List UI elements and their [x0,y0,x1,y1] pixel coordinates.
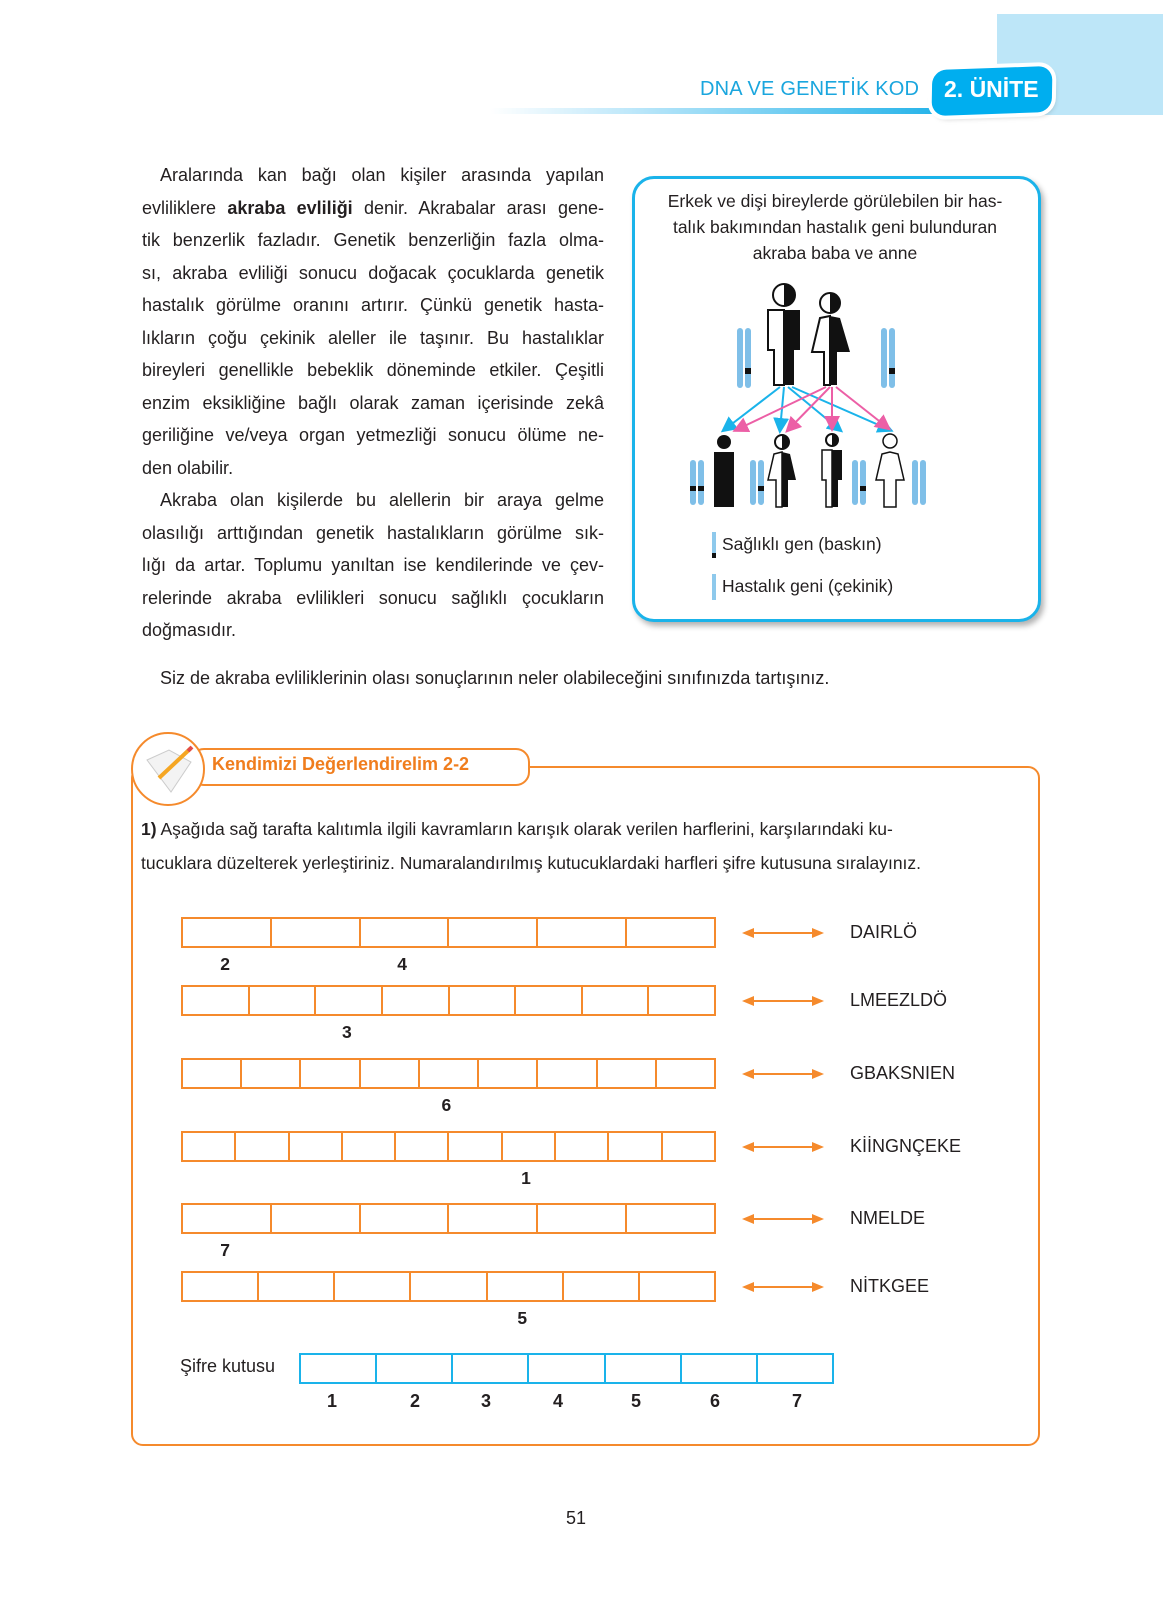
cipher-position-number: 5 [631,1391,642,1411]
letter-box[interactable] [609,1133,662,1160]
cipher-position-number: 1 [327,1391,338,1411]
text-line: enzim eksikliğine bağlı olarak zaman içerisinde zekâ [142,392,604,413]
scrambled-word: LMEEZLDÖ [850,990,948,1010]
unit-badge-label: 2. ÜNİTE [944,76,1039,102]
text-line: geriliğine ve/veya organ yetmezliği sonucu ölüme ne- [142,425,604,445]
letter-box[interactable] [183,919,272,946]
double-arrow-icon [742,1213,824,1225]
letter-box[interactable] [556,1133,609,1160]
letter-box[interactable] [583,987,650,1014]
letter-box[interactable] [649,987,714,1014]
letter-box[interactable] [663,1133,714,1160]
letter-box[interactable] [343,1133,396,1160]
cipher-letter-box[interactable] [301,1355,377,1382]
scrambled-word: DAIRLÖ [850,922,918,942]
answer-box-row[interactable] [181,1271,716,1302]
legend-disease-gene: Hastalık geni (çekinik) [722,576,894,596]
double-arrow-icon [742,1068,824,1080]
box-number-marker: 1 [521,1168,531,1188]
answer-box-row[interactable] [181,917,716,948]
assessment-title: Kendimizi Değerlendirelim 2-2 [212,754,470,774]
father-chromosomes-icon [737,328,751,388]
letter-box[interactable] [242,1060,301,1087]
letter-box[interactable] [183,1273,259,1300]
letter-box[interactable] [183,1133,236,1160]
letter-box[interactable] [627,919,714,946]
text-line: Aralarında kan bağı olan kişiler arasında yapılan [160,165,604,185]
box-number-marker: 6 [441,1095,452,1115]
letter-box[interactable] [272,1205,361,1232]
letter-box[interactable] [236,1133,289,1160]
box-number-marker: 2 [220,954,230,974]
cipher-position-number: 3 [481,1391,492,1411]
cipher-box[interactable] [299,1353,834,1384]
letter-box[interactable] [449,1133,502,1160]
text-line: relerinde akraba evlilikleri sonucu sağlıklı çocukların [142,587,604,608]
scrambled-word: KİİNGNÇEKE [850,1136,962,1156]
letter-box[interactable] [272,919,361,946]
letter-box[interactable] [259,1273,335,1300]
cipher-letter-box[interactable] [606,1355,682,1382]
double-arrow-icon [742,927,824,939]
letter-box[interactable] [183,1060,242,1087]
box-number-marker: 3 [341,1022,352,1042]
cipher-position-number: 7 [792,1391,803,1411]
letter-box[interactable] [250,987,317,1014]
text-line: Akraba olan kişilerde bu alellerin bir araya gelme [160,490,604,510]
text-line: olasılığı arttığından genetik hastalıkların görülme sık- [142,522,604,543]
letter-box[interactable] [598,1060,657,1087]
box-number-marker: 7 [220,1240,230,1260]
scrambled-word: GBAKSNIEN [850,1063,956,1083]
legend-healthy-gene: Sağlıklı gen (baskın) [722,534,882,554]
letter-box[interactable] [420,1060,479,1087]
letter-box[interactable] [449,1205,538,1232]
answer-box-row[interactable] [181,1131,716,1162]
letter-box[interactable] [361,1060,420,1087]
mother-inheritance-arrows [736,387,888,430]
child-carrier-daughter-icon [750,435,796,507]
inheritance-diagram [680,280,1010,515]
letter-box[interactable] [538,1205,627,1232]
child-carrier-son-icon [822,434,866,507]
text-line: evliliklere akraba evliliği denir. Akrabalar arası gene- [142,197,604,218]
child-healthy-daughter-icon [876,434,926,507]
box-number-marker: 5 [517,1308,528,1328]
text-line: doğmasıdır. [142,620,237,640]
letter-box[interactable] [450,987,517,1014]
cipher-position-number: 2 [410,1391,421,1411]
letter-box[interactable] [627,1205,714,1232]
letter-box[interactable] [488,1273,564,1300]
answer-box-row[interactable] [181,1058,716,1089]
answer-box-row[interactable] [181,1203,716,1234]
letter-box[interactable] [396,1133,449,1160]
mother-chromosomes-icon [881,328,895,388]
box-number-marker: 4 [397,954,407,974]
text-line: sı, akraba evliliği sonucu doğacak çocuklarda genetik [142,262,604,283]
scrambled-word: NİTKGEE [850,1276,930,1296]
pencil-paper-icon [131,732,205,806]
page-number: 51 [566,1508,587,1528]
text-line: tik benzerlik fazladır. Genetik benzerliğin fazla olma- [142,230,604,250]
letter-box[interactable] [503,1133,556,1160]
letter-box[interactable] [564,1273,640,1300]
instruction-line-1: 1) Aşağıda sağ tarafta kalıtımla ilgili kavramların karışık olarak verilen harflerini, karşılarındaki ku- [141,819,893,839]
paragraph-allele-probability [142,484,604,647]
cipher-position-number: 6 [710,1391,721,1411]
letter-box[interactable] [383,987,450,1014]
mother-figure-icon [812,293,850,385]
letter-box[interactable] [361,1205,450,1232]
child-affected-son-icon [690,435,734,507]
letter-box[interactable] [183,1205,272,1232]
cipher-letter-box[interactable] [682,1355,758,1382]
cipher-letter-box[interactable] [453,1355,529,1382]
instruction-line-2: tucuklara düzelterek yerleştiriniz. Numaralandırılmış kutucuklardaki harfleri şifre kutusuna sıralayınız. [141,853,922,873]
scrambled-word: NMELDE [850,1208,926,1228]
letter-box[interactable] [516,987,583,1014]
text-line: den olabilir. [142,457,234,478]
cipher-letter-box[interactable] [529,1355,605,1382]
letter-box[interactable] [301,1060,360,1087]
answer-box-row[interactable] [181,985,716,1016]
letter-box[interactable] [479,1060,538,1087]
letter-box[interactable] [640,1273,714,1300]
discussion-prompt: Siz de akraba evliliklerinin olası sonuçlarının neler olabileceğini sınıfınızda tartışınız. [160,668,830,688]
healthy-gene-legend-icon [712,532,716,558]
header-rule [490,108,950,114]
chapter-title: DNA VE GENETİK KOD [700,78,920,100]
cipher-box-label: Şifre kutusu [180,1356,276,1376]
letter-box[interactable] [361,919,450,946]
cipher-position-number: 4 [553,1391,564,1411]
double-arrow-icon [742,1141,824,1153]
figure-caption: Erkek ve dişi bireylerde görülebilen bir has- talık bakımından hastalık geni bulunduran akraba baba ve anne [667,191,1003,263]
letter-box[interactable] [538,1060,597,1087]
cipher-letter-box[interactable] [758,1355,832,1382]
letter-box[interactable] [411,1273,487,1300]
disease-gene-legend-icon [712,574,716,600]
text-line: hastalık görülme oranını artırır. Çünkü genetik hasta- [142,295,604,315]
cipher-letter-box[interactable] [377,1355,453,1382]
letter-box[interactable] [657,1060,714,1087]
paragraph-consanguineous-marriage [142,159,604,484]
letter-box[interactable] [335,1273,411,1300]
letter-box[interactable] [449,919,538,946]
father-figure-icon [768,284,800,385]
letter-box[interactable] [316,987,383,1014]
text-line: lıkların çoğu çekinik aleller ile taşınır. Bu hastalıklar [142,327,604,348]
letter-box[interactable] [183,987,250,1014]
double-arrow-icon [742,1281,824,1293]
text-line: bireyleri genellikle bebeklik döneminde etkiler. Çeşitli [142,360,604,380]
letter-box[interactable] [290,1133,343,1160]
letter-box[interactable] [538,919,627,946]
double-arrow-icon [742,995,824,1007]
text-line: lığı da artar. Toplumu yanıltan ise kendilerinde ve çev- [142,555,604,575]
